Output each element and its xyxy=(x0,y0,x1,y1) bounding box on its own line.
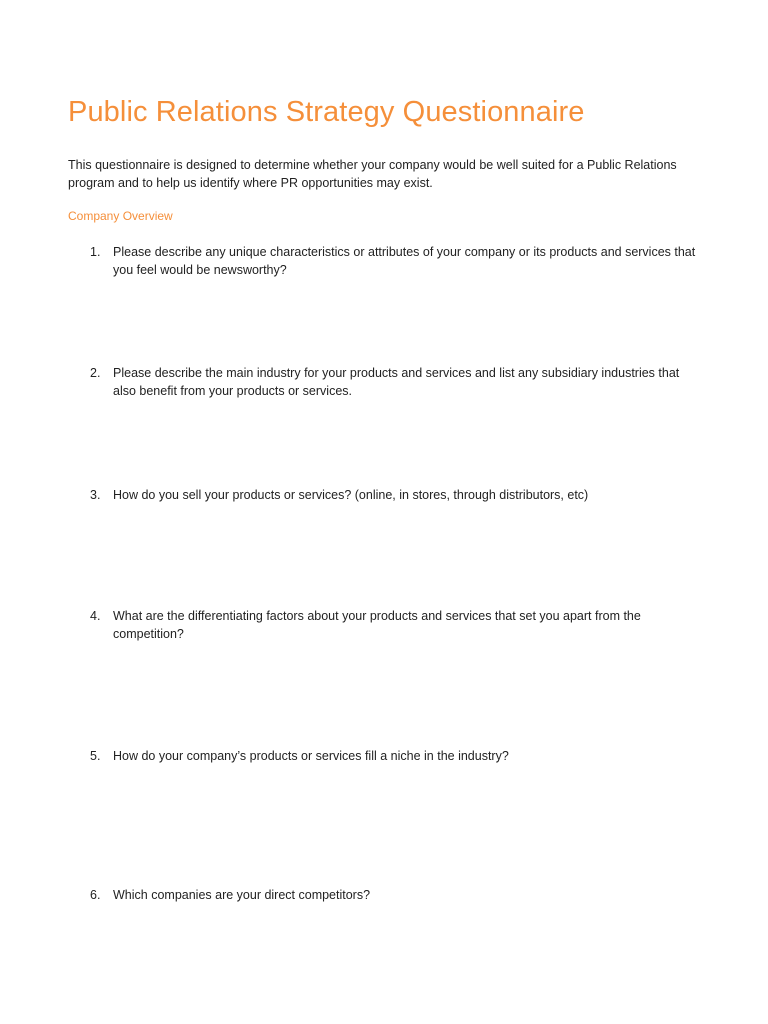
question-4 xyxy=(90,607,700,643)
question-number: 1. xyxy=(90,245,101,259)
question-text: What are the differentiating factors about your products and services that set you apart from the competition? xyxy=(113,609,641,641)
question-text: Please describe the main industry for your products and services and list any subsidiary industries that also benefit from your products or services. xyxy=(113,366,680,398)
question-2 xyxy=(90,364,700,400)
question-6 xyxy=(90,886,700,904)
page-title: Public Relations Strategy Questionnaire xyxy=(68,96,585,128)
question-number: 2. xyxy=(90,366,101,380)
question-1 xyxy=(90,243,700,279)
question-5 xyxy=(90,747,700,765)
question-number: 5. xyxy=(90,749,101,763)
question-number: 6. xyxy=(90,888,101,902)
question-3 xyxy=(90,486,700,504)
question-text: Please describe any unique characteristics or attributes of your company or its products and services that you feel would be newsworthy? xyxy=(113,245,696,277)
intro-paragraph: This questionnaire is designed to determine whether your company would be well suited for a Public Relations program and to help us identify where PR opportunities may exist. xyxy=(68,158,677,190)
question-number: 3. xyxy=(90,488,101,502)
question-number: 4. xyxy=(90,609,101,623)
question-text: How do you sell your products or services? (online, in stores, through distributors, etc) xyxy=(113,488,589,502)
question-text: How do your company’s products or services fill a niche in the industry? xyxy=(113,749,509,763)
question-text: Which companies are your direct competitors? xyxy=(113,888,371,902)
section-heading-company-overview: Company Overview xyxy=(68,209,173,223)
